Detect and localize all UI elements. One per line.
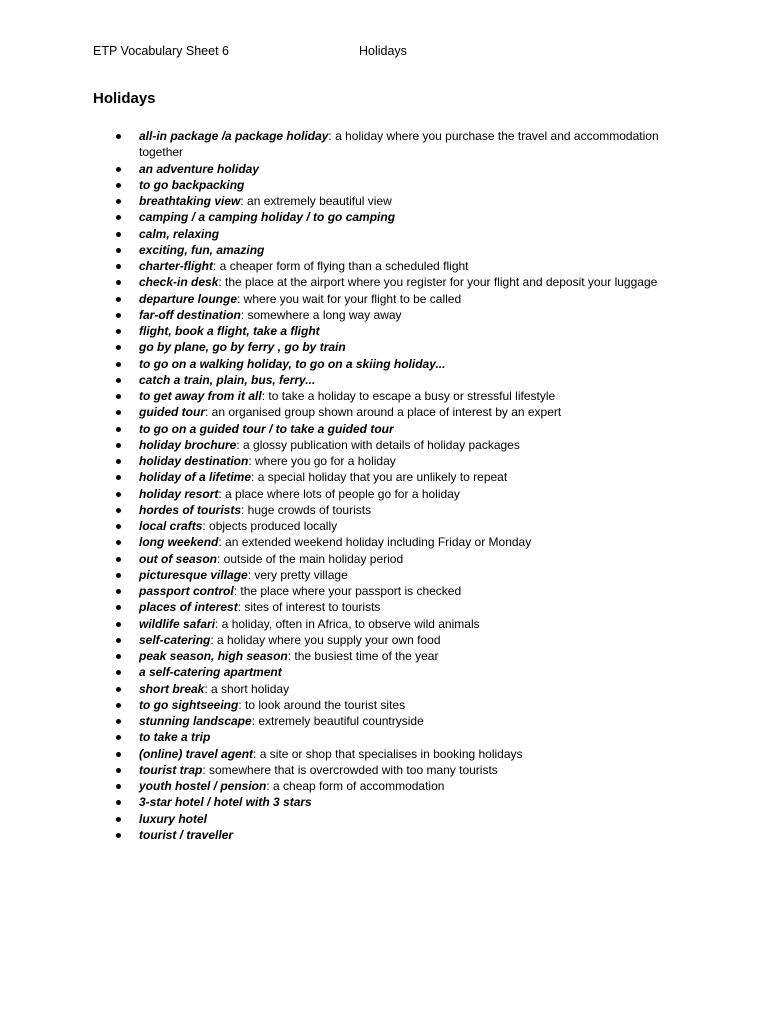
vocab-term: an adventure holiday [139,161,260,176]
list-item [139,404,669,420]
list-item [139,323,669,339]
list-item [139,128,669,161]
list-item [139,729,669,745]
vocab-term: picturesque village [139,567,248,582]
list-item [139,827,669,843]
vocab-definition: : where you wait for your flight to be called [237,291,462,306]
vocab-definition: : a glossy publication with details of holiday packages [236,437,520,452]
vocab-term: check-in desk [139,275,219,290]
vocab-definition: : a holiday where you purchase the travel and accommodation together [139,129,659,160]
vocab-term: passport control [139,584,234,598]
vocab-definition: : an extended weekend holiday including Friday or Monday [218,535,532,550]
vocab-definition: : the place where your passport is checked [233,584,462,598]
list-item [139,664,669,680]
list-item [139,502,669,518]
vocab-term: (online) travel agent [139,746,254,761]
vocab-term: local crafts [139,519,203,533]
vocab-term: holiday of a lifetime [139,470,252,485]
list-item [139,632,669,648]
list-item [139,551,669,567]
list-item [139,697,669,713]
vocab-term: all-in package /a package holiday [139,129,329,143]
list-item [139,469,669,485]
vocab-term: to go sightseeing [139,697,239,712]
vocab-definition: : extremely beautiful countryside [251,714,424,728]
vocab-term: far-off destination [139,307,241,322]
vocab-definition: : to look around the tourist sites [238,697,406,712]
list-item [139,713,669,729]
list-item [139,161,669,177]
vocab-term: youth hostel / pension [139,779,267,793]
vocab-term: out of season [139,551,218,566]
list-item [139,388,669,404]
list-item [139,778,669,794]
vocab-term: tourist trap [139,762,203,777]
list-item [139,811,669,827]
vocab-definition: : a site or shop that specialises in booking holidays [253,746,523,761]
vocab-definition: : a holiday, often in Africa, to observe wild animals [215,616,480,631]
vocab-term: a self-catering apartment [139,665,282,680]
vocab-definition: : outside of the main holiday period [217,551,404,566]
list-item [139,356,669,372]
list-item [139,193,669,209]
list-item [139,209,669,225]
vocab-definition: : somewhere a long way away [240,307,402,322]
list-item [139,421,669,437]
vocab-term: long weekend [139,535,219,550]
vocab-term: self-catering [139,632,211,647]
header-topic: Holidays [359,44,407,58]
list-item [139,518,669,534]
list-item [139,486,669,502]
vocab-term: calm, relaxing [139,226,220,241]
vocab-definition: : a special holiday that you are unlikely to repeat [251,470,508,485]
list-item [139,339,669,355]
vocab-definition: : a cheap form of accommodation [266,779,445,793]
vocab-term: holiday resort [139,486,219,501]
vocab-term: to go on a walking holiday, to go on a skiing holiday... [139,356,446,371]
list-item [139,567,669,583]
vocab-definition: : an organised group shown around a place of interest by an expert [205,405,562,420]
list-item [139,258,669,274]
list-item [139,616,669,632]
vocab-term: 3-star hotel / hotel with 3 stars [139,795,312,810]
vocab-term: hordes of tourists [139,502,242,517]
vocab-term: to get away from it all [139,389,262,403]
vocab-term: go by plane, go by ferry , go by train [139,340,346,355]
vocab-definition: : a holiday where you supply your own food [210,632,441,647]
list-item [139,437,669,453]
header-sheet-name: ETP Vocabulary Sheet 6 [93,44,229,58]
vocab-term: to go on a guided tour / to take a guided tour [139,421,394,436]
vocab-term: peak season, high season [139,649,288,663]
list-item [139,372,669,388]
vocab-definition: : sites of interest to tourists [237,600,381,615]
list-item [139,226,669,242]
vocab-term: holiday destination [139,454,249,468]
vocab-term: catch a train, plain, bus, ferry... [139,372,316,387]
vocab-term: guided tour [139,405,205,420]
vocab-term: to take a trip [139,730,211,745]
list-item [139,681,669,697]
vocab-term: exciting, fun, amazing [139,242,265,257]
list-item [139,453,669,469]
vocab-term: places of interest [139,600,238,615]
vocab-term: luxury hotel [139,811,208,826]
vocab-definition: : where you go for a holiday [248,454,396,468]
list-item [139,307,669,323]
list-item [139,177,669,193]
vocab-definition: : the place at the airport where you register for your flight and deposit your luggage [218,275,658,290]
vocab-term: flight, book a flight, take a flight [139,324,320,338]
vocab-term: short break [139,681,205,696]
list-item [139,599,669,615]
vocab-definition: : the busiest time of the year [287,649,439,663]
list-item [139,291,669,307]
vocab-term: tourist / traveller [139,827,234,842]
vocab-definition: : a place where lots of people go for a holiday [218,486,460,501]
vocab-term: stunning landscape [139,714,252,728]
vocabulary-list [139,128,669,843]
vocab-definition: : an extremely beautiful view [240,194,392,208]
list-item [139,648,669,664]
vocab-term: wildlife safari [139,616,216,631]
list-item [139,794,669,810]
vocab-term: departure lounge [139,291,238,306]
list-item [139,274,669,290]
list-item [139,534,669,550]
vocab-term: breathtaking view [139,194,241,208]
page-title: Holidays [93,90,156,107]
vocab-definition: : to take a holiday to escape a busy or stressful lifestyle [261,389,556,403]
vocab-definition: : somewhere that is overcrowded with too many tourists [202,762,498,777]
list-item [139,746,669,762]
vocab-term: charter-flight [139,259,214,273]
vocab-term: to go backpacking [139,177,245,192]
list-item [139,583,669,599]
vocab-definition: : a cheaper form of flying than a scheduled flight [213,259,469,273]
list-item [139,242,669,258]
list-item [139,762,669,778]
vocab-term: camping / a camping holiday / to go camping [139,210,396,225]
vocab-definition: : a short holiday [204,681,290,696]
vocab-definition: : huge crowds of tourists [241,502,372,517]
vocab-definition: : very pretty village [247,567,348,582]
vocab-term: holiday brochure [139,437,237,452]
vocab-definition: : objects produced locally [202,519,338,533]
